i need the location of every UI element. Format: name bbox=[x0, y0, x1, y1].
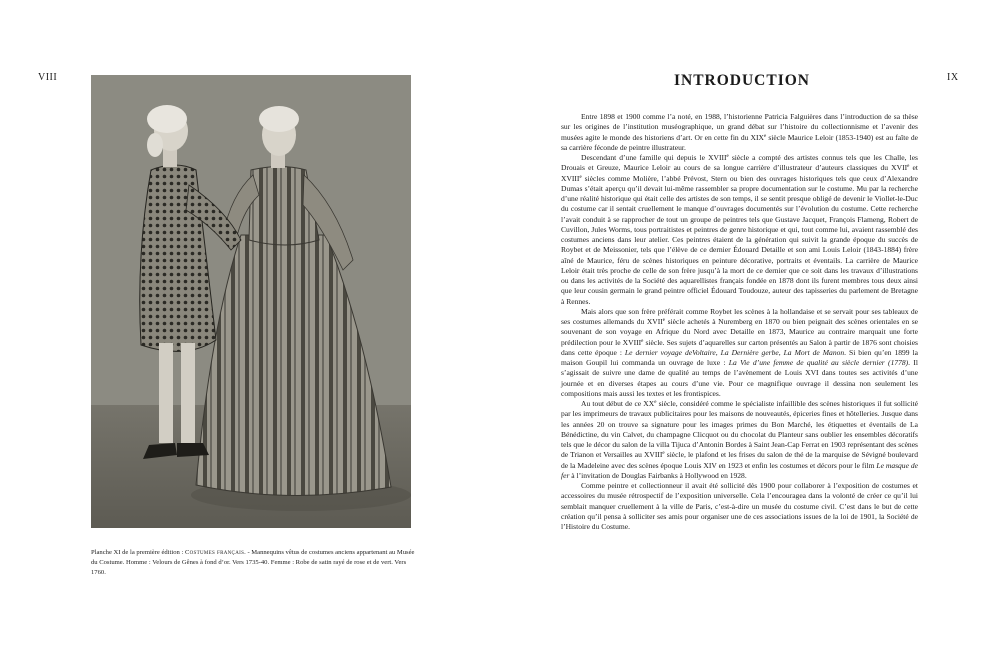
text-run: , bbox=[715, 347, 721, 357]
superscript: e bbox=[641, 338, 644, 344]
text-run: siècle, considéré comme le spécialiste infaillible des scènes historiques il fut sollicité par les imprimeurs de travaux publicitaires pour les maisons de nouveautés, épiceries fines et hôtelleries. Jusque dans les années 20 on trouve sa signature pour les images primes du Bon Marché, les étiquettes et éventails de La Bénédictine, du vin Calvet, du champagne Clicquot ou du chocolat du Planteur sans oublier les ensembles décoratifs tels que le décor du salon de la villa Tijuca d’Antonin Bordes à Saint Jean-Cap Ferrat en 1903 représentant des scènes de Trianon et Versailles au XVIII bbox=[561, 399, 918, 460]
italic-text: La Dernière gerbe bbox=[720, 347, 779, 357]
superscript: e bbox=[763, 133, 767, 139]
superscript: e bbox=[662, 451, 665, 457]
text-run: siècle achetés à Nuremberg en 1870 ou bien peignait des scènes orientales en se souvenant de son voyage en Afrique du Nord avec Detaille en 1873, Maurice au contraire marquait une forte prédilection pour le XVIII bbox=[561, 317, 918, 347]
text-run: siècle a compté des artistes connus tels que les Challe, les Drouais et Greuze, Maurice Leloir au cours de sa longue carrière d’illustrateur d’auteurs classiques du XVII bbox=[561, 153, 918, 173]
caption-text: . - Mannequins vêtus de costumes anciens appartenant au Musée du Costume. Homme : Velours de Gênes à fond d’or. Vers 1735-40. Femme : Robe de satin rayé de rose et de vert. Vers 1760. bbox=[91, 549, 415, 576]
plate-caption bbox=[91, 548, 421, 578]
page-number-left: VIII bbox=[38, 72, 58, 83]
italic-text: La Mort de Manon bbox=[783, 347, 845, 357]
text-run: Mais alors que son frère préférait comme Roybet les scènes à la hollandaise et se servait pour ses tableaux de ses costumes allemands du XVII bbox=[561, 306, 918, 326]
paragraph bbox=[561, 399, 918, 481]
text-run: et XVIII bbox=[561, 163, 919, 183]
text-run: . Si bien qu’en 1899 la maison Goupil lui commanda un ouvrage de luxe : bbox=[561, 347, 918, 367]
page-number-right: IX bbox=[947, 72, 959, 83]
text-run: , bbox=[778, 347, 784, 357]
body-text bbox=[561, 112, 918, 532]
italic-text: La Vie d’une femme de qualité au siècle dernier (1778) bbox=[728, 358, 909, 367]
text-run: siècles comme Molière, l’abbé Prévost, Stern ou bien des ouvrages historiques tels que ceux d’Alexandre Dumas s’était aperçu qu’il devait lui-même rassembler sa propre documentation sur le costume. Mu par la recherche d’une réalité historique qui était celle des artistes de son temps, il se sentit presque obligé de devenir le Viollet-le-Duc du costume car il sentait cruellement le manque d’ouvrages documentés sur l’évolution du costume. Cette recherche l’avait conduit à se rapprocher de tout un groupe de peintres tels que Gustave Jacquet, François Flameng, Robert de Cuvillon, Jules Worms, tous portraitistes et peintres de genre historique et qui, tout comme lui, avaient rassemblé des costumes anciens dans leur atelier. Ces peintres étaient de la génération qui suivit la grande époque du succès de Roybet et de Meissonier, tels que l’élève de ce dernier Édouard Detaille et son ami Louis Leloir (1843-1884) frère aîné de Maurice, féru de scènes historiques en peinture décorative, portraits et éventails. La carrière de Maurice Leloir était très proche de celle de son frère jusqu’à la mort de ce dernier que ce soit dans les travaux d’illustrations ou dans les activités de la Société des aquarellistes français fondée en 1878 dont ils furent membres tous deux ainsi que leur cousin germain le grand peintre officiel Édouard Toudouze, auteur des tapisseries du parlement de Bretagne à Rennes. bbox=[561, 173, 918, 306]
italic-text: Le masque de fer bbox=[561, 460, 918, 480]
text-run: Descendant d’une famille qui depuis le XVIII bbox=[581, 153, 727, 162]
paragraph bbox=[561, 153, 918, 307]
paragraph bbox=[561, 112, 918, 153]
text-run: Comme peintre et collectionneur il avait été sollicité dès 1900 pour collaborer à l’exposition de costumes et accessoires du musée rétrospectif de l’exposition universelle. Cela l’encouragea dans la volonté de créer ce qu’il lui semblait manquer cruellement à la ville de Paris, c’est-à-dire un musée du costume civil. C’est dans le but de cette création qu’il pensa à solliciter ses amis pour organiser une de ces associations issues de la loi de 1901, la Société de l’Histoire du Costume. bbox=[561, 481, 918, 531]
superscript: e bbox=[907, 164, 910, 170]
superscript: e bbox=[662, 318, 666, 323]
text-run: siècle. Ses sujets d’aquarelles sur carton présentés au Salon à partir de 1876 sont choisies dans cette époque : bbox=[561, 337, 918, 357]
paragraph bbox=[561, 481, 918, 532]
caption-prefix: Planche XI de la première édition : bbox=[91, 549, 185, 556]
text-run: Au tout début de ce XX bbox=[581, 399, 655, 408]
text-run: siècle, le plafond et les frises du salon de thé de la marquise de Sévigné boulevard de la Madeleine avec des scènes époque Louis XIV en 1923 et enfin les costumes et décors pour le film bbox=[561, 450, 918, 470]
text-run: à l’invitation de Douglas Fairbanks à Hollywood en 1928. bbox=[569, 470, 747, 480]
italic-text: Le dernier voyage deVoltaire bbox=[624, 347, 716, 357]
chapter-title: INTRODUCTION bbox=[673, 72, 810, 89]
text-run: . Il s’agissait de suivre une dame de qualité au temps de l’avènement de Louis XVI dans toutes ses activités d’une journée et en diverses étapes au cours d’une vie. Pour ce magnifique ouvrage il dessina non seulement les compositions mais aussi les textes et les frontispices. bbox=[561, 358, 918, 398]
caption-series: Costumes français bbox=[184, 549, 245, 556]
paragraph bbox=[561, 307, 918, 399]
plate-photograph bbox=[91, 75, 411, 528]
text-run: siècle Maurice Leloir (1853-1940) est au faîte de sa carrière féconde de peintre illustrateur. bbox=[561, 132, 918, 152]
superscript: e bbox=[654, 400, 657, 405]
superscript: e bbox=[726, 154, 729, 159]
text-run: Entre 1898 et 1900 comme l’a noté, en 1988, l’historienne Patricia Falguières dans l’introduction de sa thèse sur les origines de l’institution muséographique, un grand débat sur l’histoire du collectionnisme et l’avenir des musées agite le monde des historiens d’art. Or en cette fin du XIX bbox=[561, 112, 918, 142]
superscript: e bbox=[579, 174, 582, 180]
